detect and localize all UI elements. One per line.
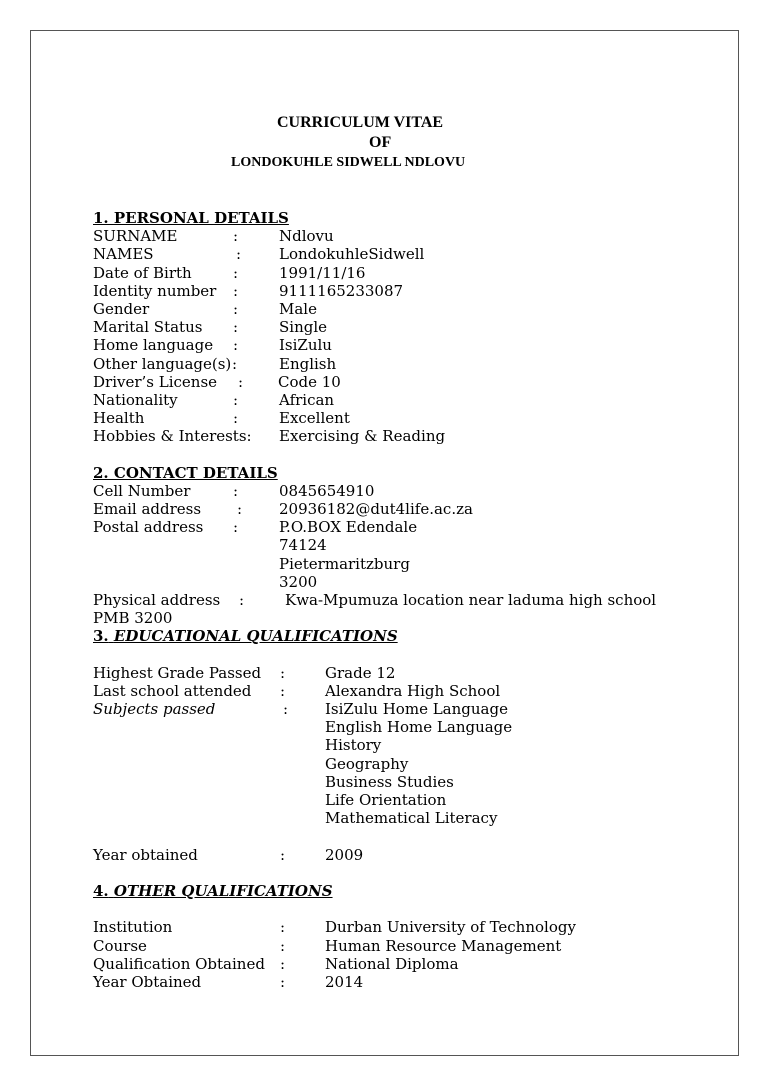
- education-subject-item: History: [325, 736, 382, 755]
- personal-row-drivers-license: Driver’s License : Code 10: [93, 372, 341, 391]
- contact-row-postal-line: 3200: [279, 572, 318, 591]
- education-subject-item: Geography: [325, 754, 409, 773]
- contact-row-postal-line: Pietermaritzburg: [279, 554, 410, 573]
- other-qualifications-heading: 4. OTHER QUALIFICATIONS: [93, 881, 333, 900]
- personal-details-list: [93, 227, 713, 445]
- personal-row-gender: Gender : Male: [93, 299, 317, 318]
- education-subject-item: Life Orientation: [325, 791, 447, 809]
- other-row-course: Course : Human Resource Management: [93, 936, 562, 955]
- personal-row-nationality: Nationality : African: [93, 390, 335, 409]
- education-subject-item: Business Studies: [325, 772, 454, 791]
- personal-row-health: Health : Excellent: [93, 409, 350, 428]
- contact-row-postal: Postal address : P.O.BOX Edendale: [93, 518, 418, 537]
- other-row-qualification: Qualification Obtained : National Diploma: [93, 954, 459, 973]
- personal-row-marital: Marital Status : Single: [93, 318, 328, 337]
- other-row-year: Year Obtained : 2014: [93, 972, 364, 991]
- personal-details-heading: 1. PERSONAL DETAILS: [93, 209, 289, 227]
- education-row-highest-grade: Highest Grade Passed : Grade 12: [93, 663, 396, 682]
- other-row-institution: Institution : Durban University of Technology: [93, 918, 576, 937]
- cv-content: [93, 209, 713, 991]
- personal-row-surname: SURNAME : Ndlovu: [93, 227, 334, 246]
- contact-row-physical-line2: PMB 3200: [93, 609, 173, 628]
- contact-row-postal-line: 74124: [279, 536, 327, 555]
- personal-row-names: NAMES : LondokuhleSidwell: [93, 245, 425, 264]
- education-row-last-school: Last school attended : Alexandra High School: [93, 681, 501, 700]
- personal-row-home-language: Home language : IsiZulu: [93, 336, 332, 355]
- education-row-subjects: Subjects passed : IsiZulu Home Language: [93, 700, 508, 719]
- personal-row-dob: Date of Birth : 1991/11/16: [93, 263, 366, 282]
- contact-row-email: Email address : 20936182@dut4life.ac.za: [93, 500, 473, 518]
- education-subject-item: English Home Language: [325, 718, 513, 737]
- personal-row-id: Identity number : 9111165233087: [93, 281, 404, 300]
- contact-row-cell: Cell Number : 0845654910: [93, 481, 375, 500]
- personal-row-other-language: Other language(s) : English: [93, 354, 337, 373]
- education-subject-item: Mathematical Literacy: [325, 809, 498, 828]
- personal-row-hobbies: Hobbies & Interests: Exercising & Reading: [93, 427, 446, 446]
- education-heading: 3. EDUCATIONAL QUALIFICATIONS: [93, 627, 398, 646]
- contact-details-heading: 2. CONTACT DETAILS: [93, 463, 278, 482]
- education-row-year: Year obtained : 2009: [93, 845, 364, 864]
- contact-row-physical: Physical address : Kwa-Mpumuza location near laduma high school: [93, 590, 657, 609]
